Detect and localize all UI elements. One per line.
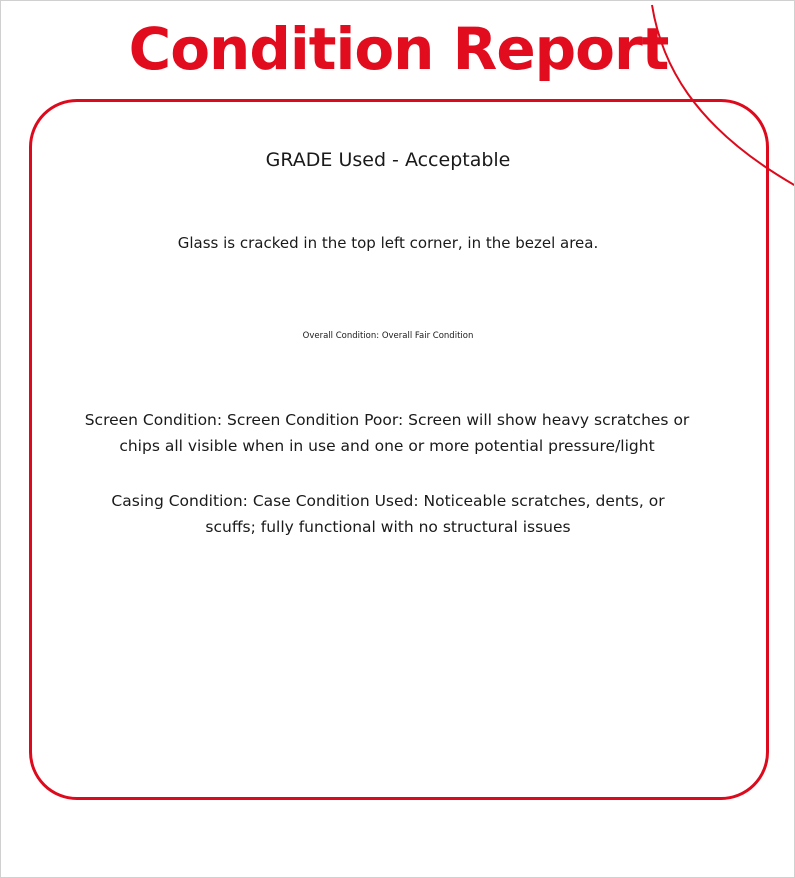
casing-condition: Casing Condition: Case Condition Used: Noticeable scratches, dents, or scuffs; fully functional with no structural issues (111, 492, 665, 536)
glass-note: Glass is cracked in the top left corner, in the bezel area. (177, 234, 599, 252)
page-title: Condition Report (128, 15, 669, 83)
overall-condition: Overall Condition: Overall Fair Condition (302, 331, 474, 341)
grade-heading: GRADE Used - Acceptable (265, 149, 511, 171)
screen-condition: Screen Condition: Screen Condition Poor: Screen will show heavy scratches or chips all visible when in use and one or more potential pressure/light (84, 411, 690, 455)
